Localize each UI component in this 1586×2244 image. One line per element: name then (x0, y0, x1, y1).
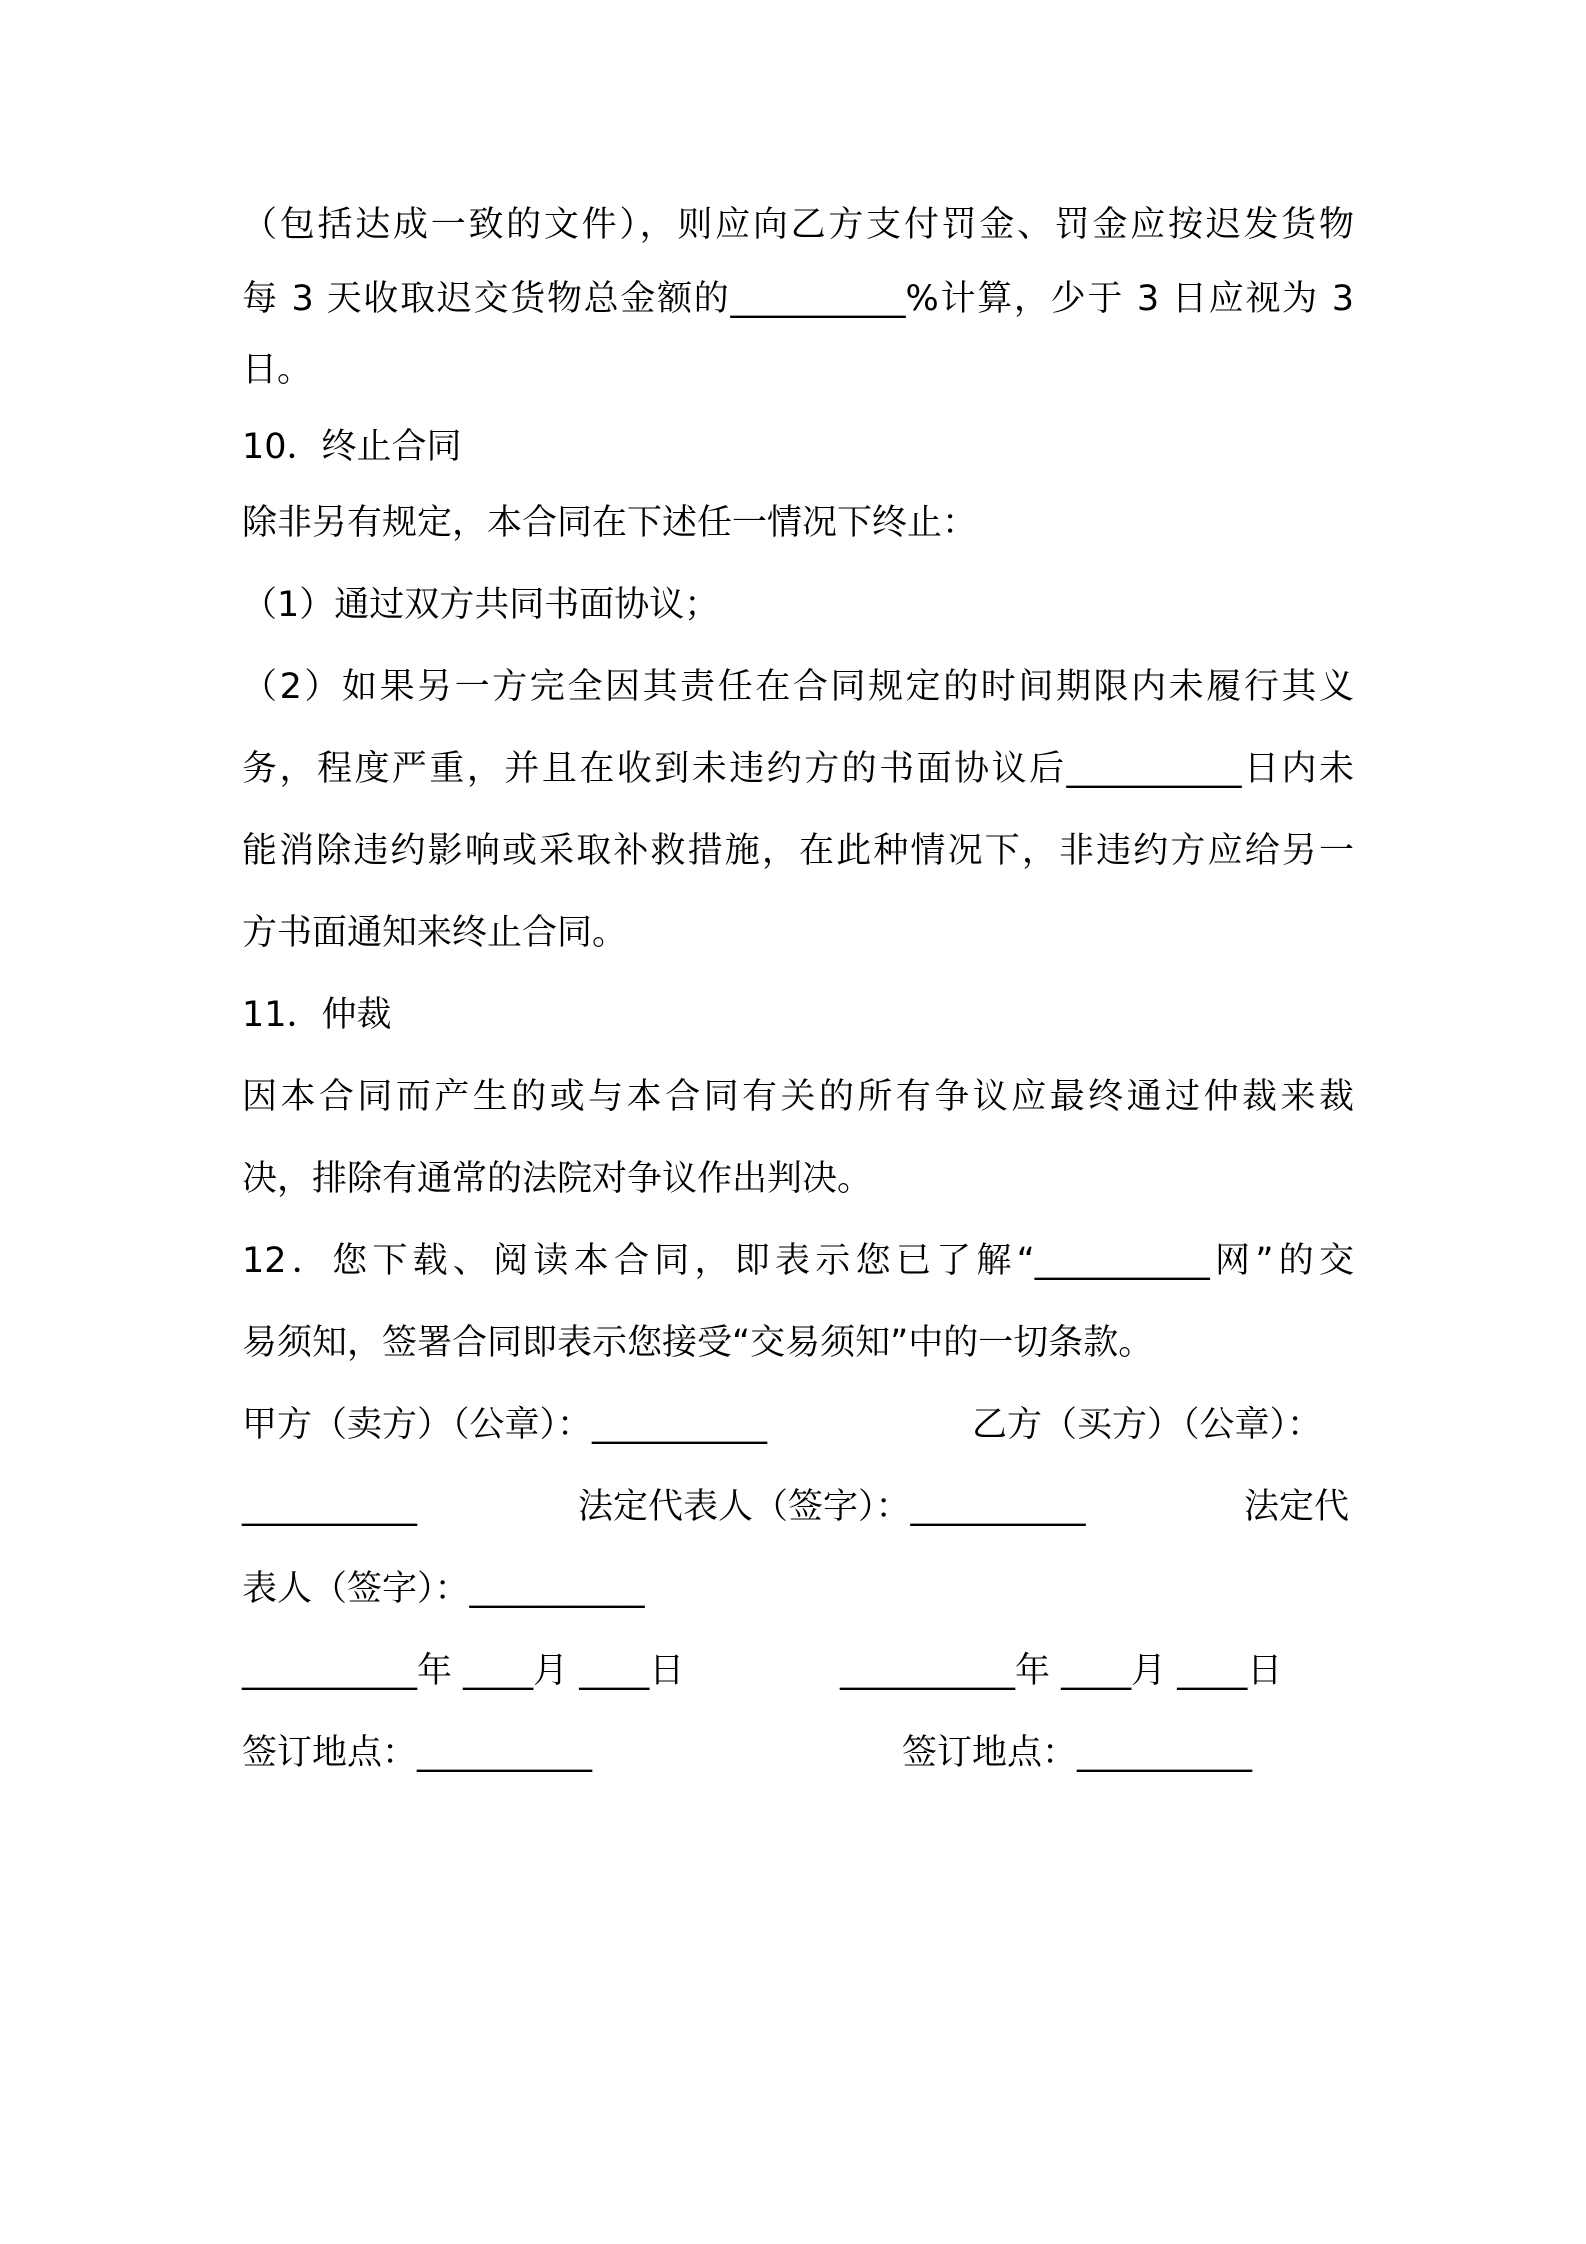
party-b-place: 签订地点：__________ (902, 1733, 1253, 1773)
clause12-line1: 12．您下载、阅读本合同，即表示您已了解“__________网”的交 (242, 1241, 1354, 1281)
clause10-item2-line4: 方书面通知来终止合同。 (242, 913, 628, 953)
clause9-line2: 每 3 天收取迟交货物总金额的__________%计算，少于 3 日应视为 3 (242, 279, 1354, 319)
party-a-seal: 甲方（卖方）（公章）：__________ (242, 1405, 768, 1445)
clause10-item2-line1: （2）如果另一方完全因其责任在合同规定的时间期限内未履行其义 (242, 667, 1354, 707)
party-a-date: __________年 ____月 ____日 (242, 1651, 685, 1691)
clause9-line3: 日。 (242, 350, 313, 390)
clause11-heading: 11．仲裁 (242, 995, 392, 1035)
party-a-place: 签订地点：__________ (242, 1733, 593, 1773)
clause10-item1: （1）通过双方共同书面协议； (242, 585, 720, 625)
party-a-representative: 法定代表人（签字）：__________ (578, 1487, 1086, 1527)
signature-row-seals (242, 1400, 1354, 1450)
party-b-representative-line: 表人（签字）：__________ (242, 1569, 645, 1609)
clause10-intro: 除非另有规定，本合同在下述任一情况下终止： (242, 503, 978, 543)
clause12-line2: 易须知，签署合同即表示您接受“交易须知”中的一切条款。 (242, 1323, 1154, 1363)
clause10-heading: 10．终止合同 (242, 427, 462, 467)
party-b-seal-blank: __________ (242, 1487, 417, 1527)
clause11-line2: 决，排除有通常的法院对争议作出判决。 (242, 1159, 873, 1199)
clause10-item2-line2: 务，程度严重，并且在收到未违约方的书面协议后__________日内未 (242, 749, 1354, 789)
signature-row-dates (242, 1646, 1354, 1696)
clause11-line1: 因本合同而产生的或与本合同有关的所有争议应最终通过仲裁来裁 (242, 1077, 1354, 1117)
party-b-date: __________年 ____月 ____日 (840, 1651, 1283, 1691)
party-b-seal: 乙方（买方）（公章）： (972, 1405, 1323, 1445)
clause10-item2-line3: 能消除违约影响或采取补救措施，在此种情况下，非违约方应给另一 (242, 831, 1354, 871)
party-b-representative-label: 法定代 (1244, 1487, 1350, 1527)
signature-row-reps (242, 1482, 1354, 1532)
signature-row-places (242, 1728, 1354, 1778)
clause9-line1: （包括达成一致的文件），则应向乙方支付罚金、罚金应按迟发货物 (242, 205, 1354, 245)
